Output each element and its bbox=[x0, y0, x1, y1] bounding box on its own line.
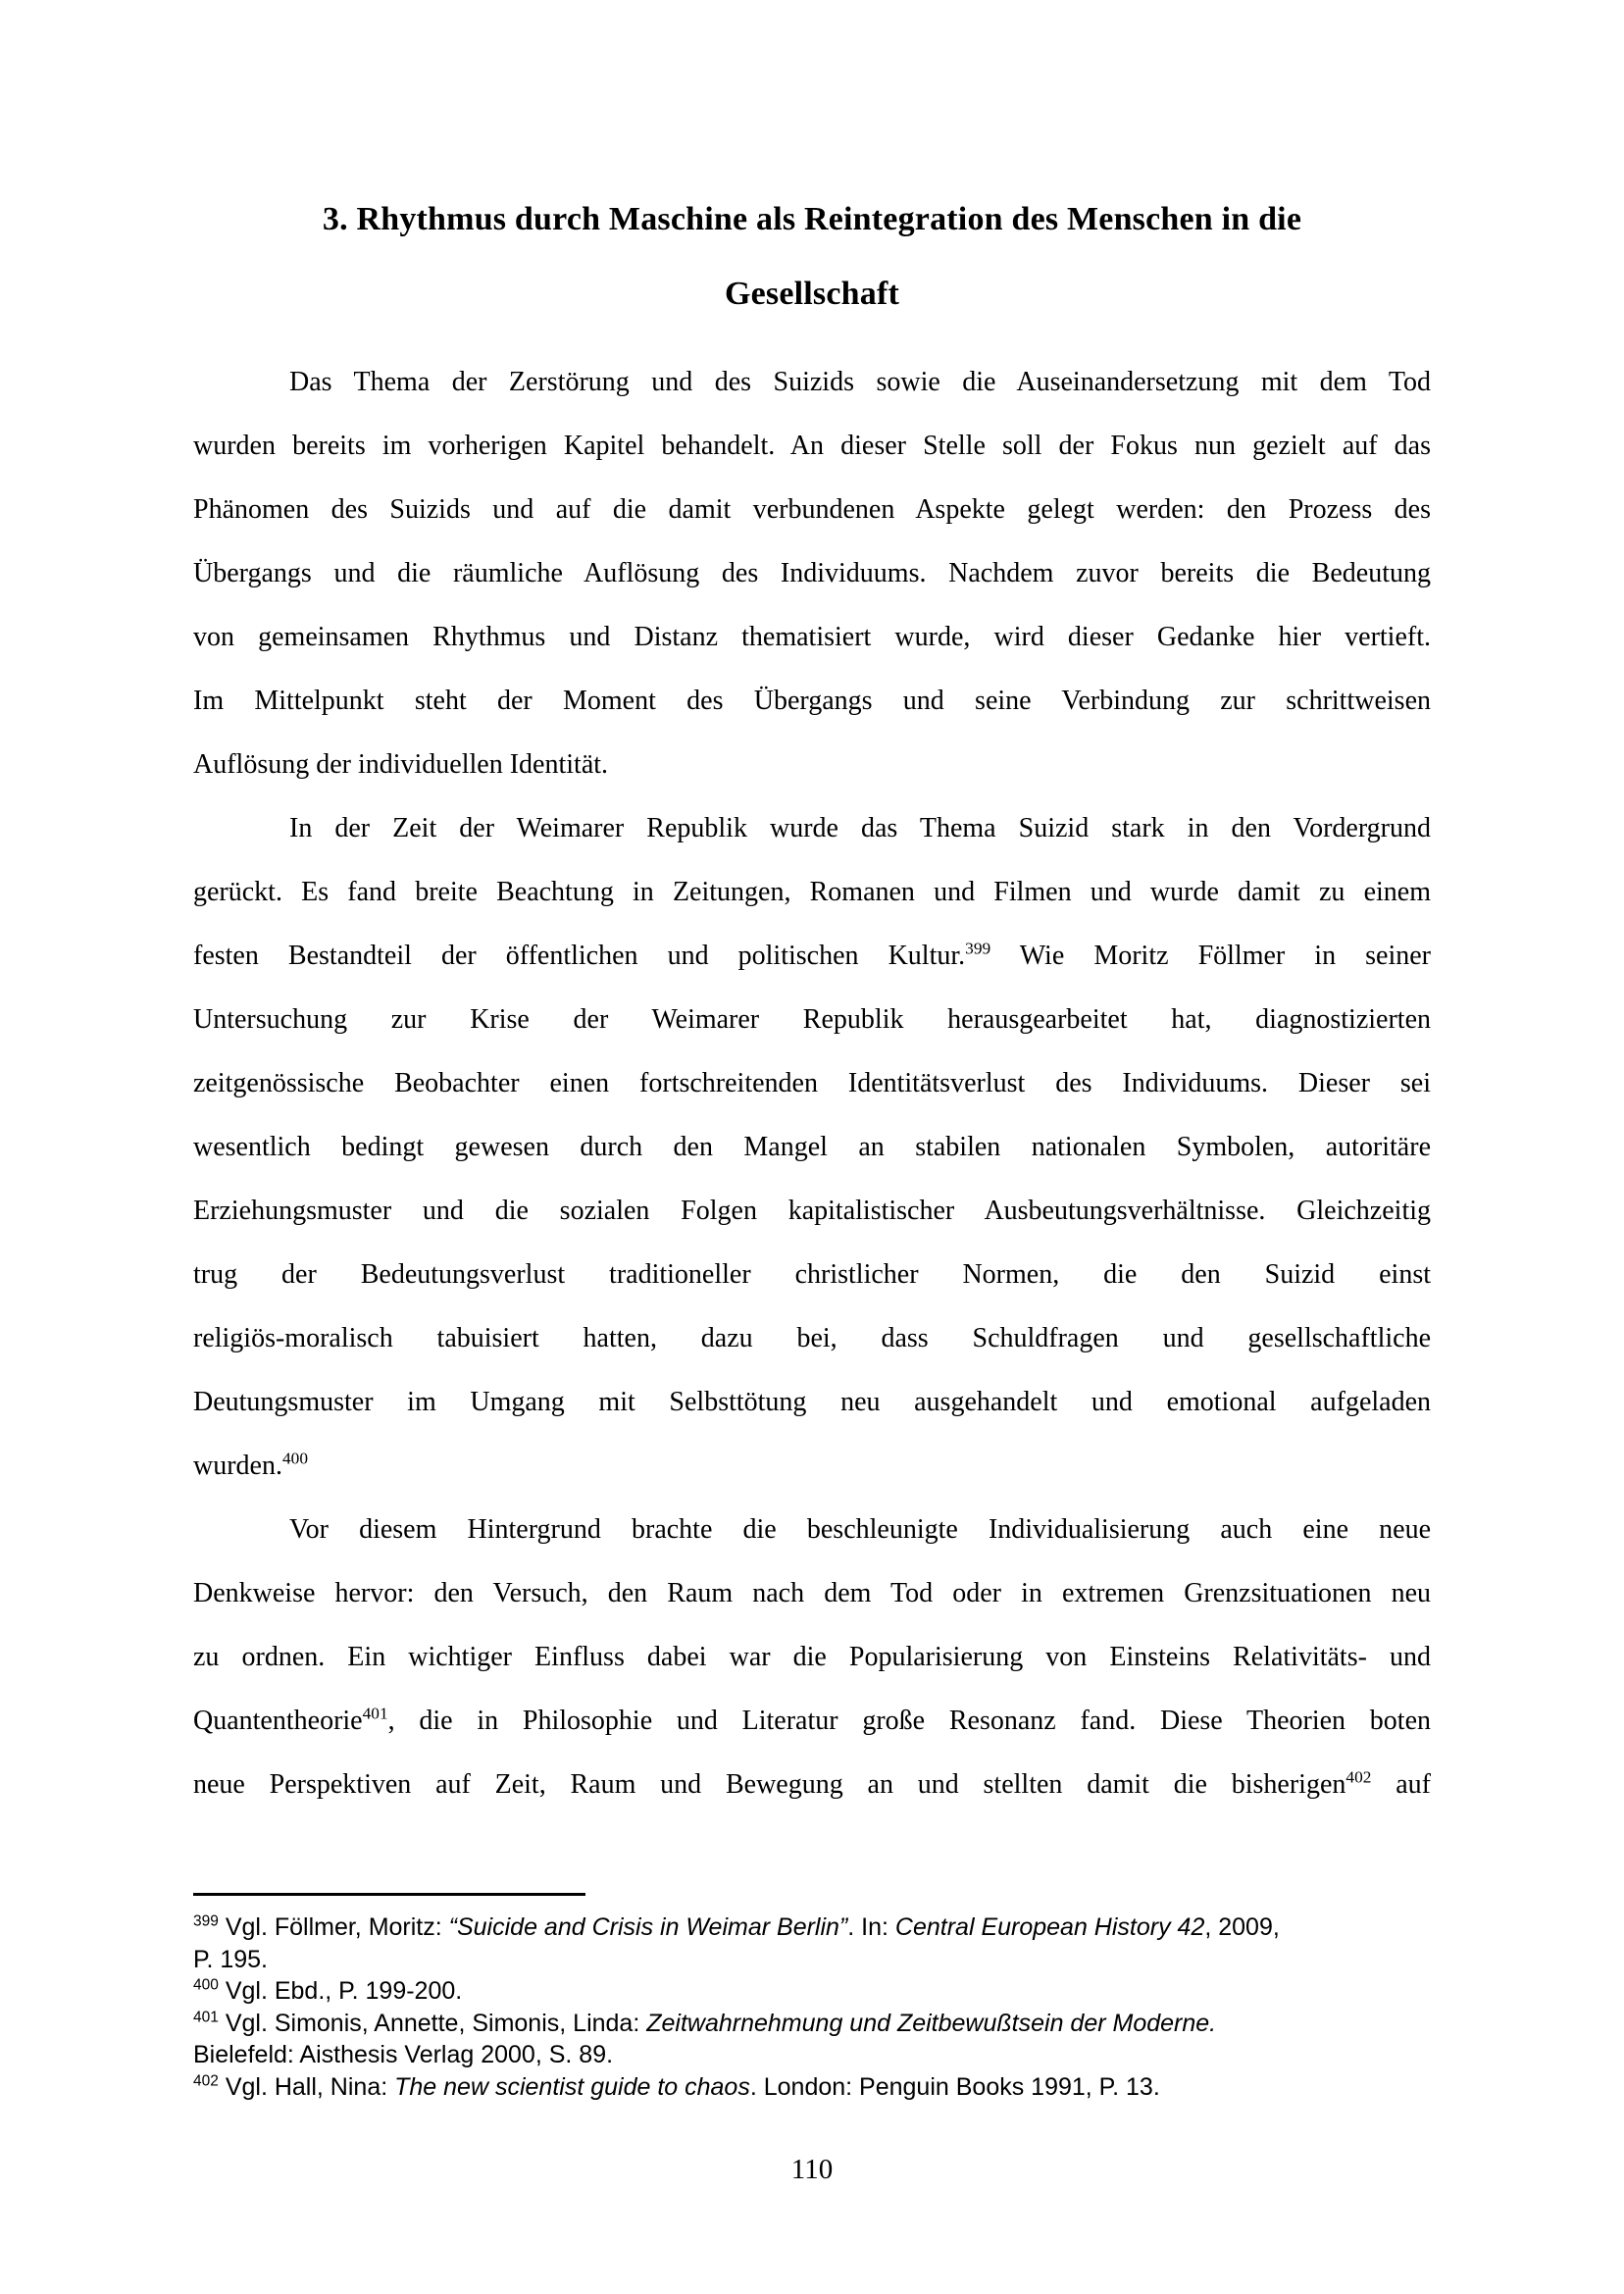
text-run: , 2009, bbox=[1204, 1913, 1280, 1941]
text-run: Deutungsmuster im Umgang mit Selbsttötung neu ausgehandelt und emotional aufgeladen bbox=[193, 1387, 1431, 1417]
text-run: Phänomen des Suizids und auf die damit verbundenen Aspekte gelegt werden: den Prozess des bbox=[193, 494, 1431, 525]
footnote-reference: 399 bbox=[965, 939, 991, 958]
italic-text: Zeitwahrnehmung und Zeitbewußtsein der Moderne. bbox=[646, 2009, 1217, 2037]
text-run: Quantentheorie bbox=[193, 1706, 363, 1736]
text-run: P. 195. bbox=[193, 1945, 269, 1973]
chapter-heading-line-2: Gesellschaft bbox=[724, 276, 900, 312]
body-text-line bbox=[193, 1689, 1431, 1753]
body-text-line bbox=[193, 414, 1431, 478]
text-run: wesentlich bedingt gewesen durch den Mangel an stabilen nationalen Symbolen, autoritäre bbox=[193, 1132, 1431, 1162]
text-run: Übergangs und die räumliche Auflösung des Individuums. Nachdem zuvor bereits die Bedeutung bbox=[193, 558, 1431, 588]
italic-text: The new scientist guide to chaos bbox=[394, 2072, 750, 2101]
text-run: Untersuchung zur Krise der Weimarer Republik herausgearbeitet hat, diagnostizierten bbox=[193, 1004, 1431, 1035]
body-text-line bbox=[193, 1561, 1431, 1625]
footnote-separator bbox=[193, 1893, 585, 1896]
text-run: Denkweise hervor: den Versuch, den Raum nach dem Tod oder in extremen Grenzsituationen neu bbox=[193, 1578, 1431, 1608]
footnote-reference: 401 bbox=[362, 1704, 388, 1723]
body-text-line bbox=[193, 350, 1431, 414]
footnote-line bbox=[193, 2071, 1431, 2104]
text-run: Das Thema der Zerstörung und des Suizids sowie die Auseinandersetzung mit dem Tod bbox=[289, 367, 1431, 397]
text-run: , die in Philosophie und Literatur große Resonanz fand. Diese Theorien boten bbox=[387, 1706, 1431, 1736]
text-run: neue Perspektiven auf Zeit, Raum und Bewegung an und stellten damit die bisherigen bbox=[193, 1769, 1346, 1800]
text-run: . London: Penguin Books 1991, P. 13. bbox=[749, 2072, 1160, 2101]
text-run: Vor diesem Hintergrund brachte die beschleunigte Individualisierung auch eine neue bbox=[289, 1514, 1431, 1545]
chapter-heading bbox=[193, 182, 1431, 331]
text-run: . In: bbox=[847, 1913, 895, 1941]
italic-text: “Suicide and Crisis in Weimar Berlin” bbox=[448, 1913, 848, 1941]
body-text-line bbox=[193, 1498, 1431, 1561]
footnote-marker: 400 bbox=[193, 1976, 219, 1994]
text-run: wurden bereits im vorherigen Kapitel behandelt. An dieser Stelle soll der Fokus nun gezielt auf das bbox=[193, 431, 1431, 461]
text-run: trug der Bedeutungsverlust traditioneller christlicher Normen, die den Suizid einst bbox=[193, 1259, 1431, 1290]
body-text-line bbox=[193, 1115, 1431, 1179]
italic-text: Central European History 42 bbox=[894, 1913, 1205, 1941]
body-text-line bbox=[193, 478, 1431, 541]
footnote-line bbox=[193, 1912, 1431, 1944]
text-run: Vgl. Ebd., P. 199-200. bbox=[225, 1977, 463, 2005]
text-run: In der Zeit der Weimarer Republik wurde das Thema Suizid stark in den Vordergrund bbox=[289, 813, 1431, 843]
body-text-line bbox=[193, 1179, 1431, 1243]
body-text-line bbox=[193, 988, 1431, 1051]
text-run: Wie Moritz Föllmer in seiner bbox=[990, 941, 1431, 971]
text-run: festen Bestandteil der öffentlichen und politischen Kultur. bbox=[193, 941, 966, 971]
footnote-marker: 401 bbox=[193, 2009, 219, 2026]
body-text-line bbox=[193, 1370, 1431, 1434]
body-text-line bbox=[193, 1434, 1431, 1498]
text-run: religiös-moralisch tabuisiert hatten, dazu bei, dass Schuldfragen und gesellschaftliche bbox=[193, 1323, 1431, 1353]
footnote-line bbox=[193, 2008, 1431, 2040]
text-run: Auflösung der individuellen Identität. bbox=[193, 749, 609, 780]
text-run: zeitgenössische Beobachter einen fortschreitenden Identitätsverlust des Individuums. Dieser sei bbox=[193, 1068, 1431, 1098]
body-text-line bbox=[193, 924, 1431, 988]
body-text-line bbox=[193, 1753, 1431, 1816]
text-run: auf bbox=[1371, 1769, 1431, 1800]
body-text-line bbox=[193, 860, 1431, 924]
body-text bbox=[193, 350, 1431, 1816]
footnote-line bbox=[193, 1944, 1431, 1976]
footnote-reference: 400 bbox=[281, 1449, 309, 1468]
text-run: Im Mittelpunkt steht der Moment des Übergangs und seine Verbindung zur schrittweisen bbox=[193, 686, 1431, 716]
body-text-line bbox=[193, 1625, 1431, 1689]
footnote-line bbox=[193, 2039, 1431, 2071]
body-text-line bbox=[193, 796, 1431, 860]
footnote-reference: 402 bbox=[1345, 1767, 1372, 1787]
footnote-marker: 399 bbox=[193, 1912, 219, 1930]
text-run: gerückt. Es fand breite Beachtung in Zeitungen, Romanen und Filmen und wurde damit zu einem bbox=[193, 877, 1431, 907]
body-text-line bbox=[193, 1243, 1431, 1306]
text-run: Vgl. Föllmer, Moritz: bbox=[225, 1913, 449, 1941]
text-run: Vgl. Hall, Nina: bbox=[225, 2072, 395, 2101]
text-run: zu ordnen. Ein wichtiger Einfluss dabei war die Popularisierung von Einsteins Relativitäts- und bbox=[193, 1642, 1431, 1672]
text-run: Erziehungsmuster und die sozialen Folgen kapitalistischer Ausbeutungsverhältnisse. Gleichzeitig bbox=[193, 1196, 1431, 1226]
text-run: von gemeinsamen Rhythmus und Distanz thematisiert wurde, wird dieser Gedanke hier vertieft. bbox=[193, 622, 1431, 652]
page-number: 110 bbox=[790, 2154, 834, 2185]
footnote-marker: 402 bbox=[193, 2072, 219, 2090]
text-run: wurden. bbox=[193, 1451, 282, 1481]
footnote-line bbox=[193, 1975, 1431, 2008]
text-run: Bielefeld: Aisthesis Verlag 2000, S. 89. bbox=[193, 2041, 614, 2068]
body-text-line bbox=[193, 605, 1431, 669]
footnotes bbox=[193, 1912, 1431, 2103]
body-text-line bbox=[193, 1051, 1431, 1115]
body-text-line bbox=[193, 541, 1431, 605]
body-text-line bbox=[193, 733, 1431, 796]
chapter-heading-line-1: 3. Rhythmus durch Maschine als Reintegration des Menschen in die bbox=[322, 201, 1302, 237]
body-text-line bbox=[193, 1306, 1431, 1370]
text-run: Vgl. Simonis, Annette, Simonis, Linda: bbox=[225, 2009, 647, 2037]
body-text-line bbox=[193, 669, 1431, 733]
